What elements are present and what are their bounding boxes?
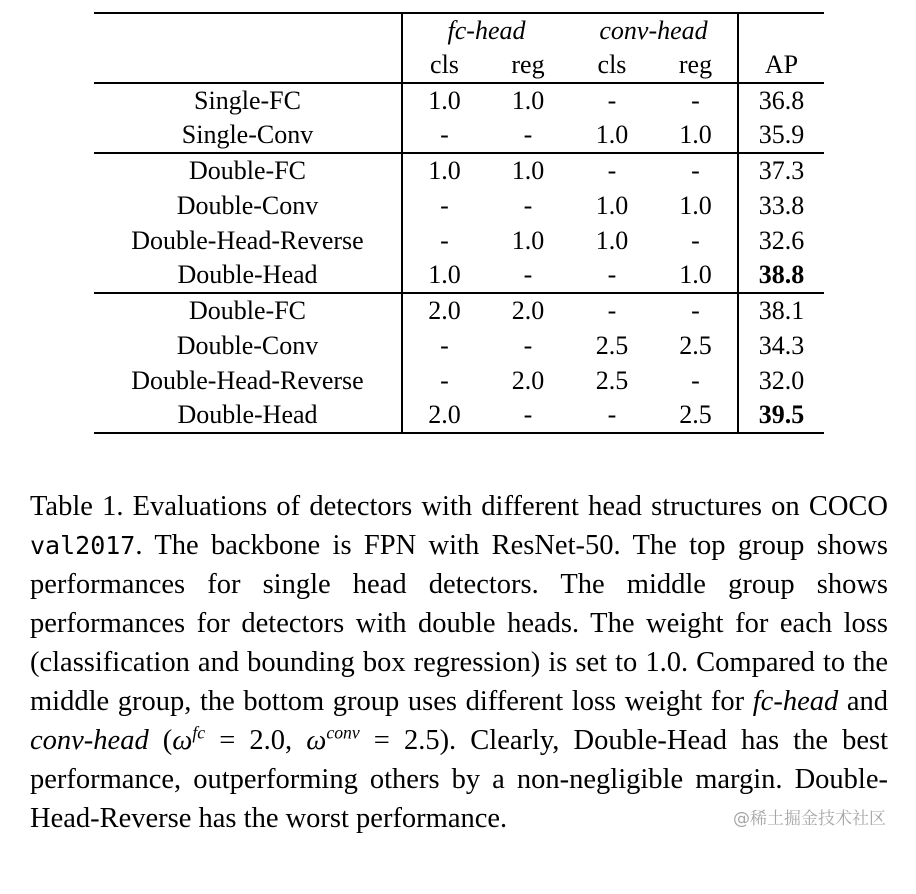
weight-cell: - <box>570 293 654 328</box>
weight-cell: - <box>523 120 533 149</box>
weight-cell: - <box>691 365 700 395</box>
weight-cell: 1.0 <box>511 86 545 115</box>
weight-cell: - <box>523 330 533 360</box>
caption-segment: val2017 <box>30 531 136 561</box>
ap-cell: 39.5 <box>738 398 824 433</box>
table-row <box>94 328 824 363</box>
ap-cell: 36.8 <box>738 83 824 118</box>
weight-cell: 2.5 <box>595 330 629 360</box>
caption-segment: = 2.5). Clearly, Double-Head has the best performance, outperforming others by a non-negligible margin. Double-Head-Reverse has the worst performance. <box>30 725 888 835</box>
watermark: @稀土掘金技术社区 <box>733 809 886 829</box>
row-label: Double-Conv <box>176 330 319 360</box>
weight-cell: 1.0 <box>402 83 486 118</box>
weight-cell: - <box>402 223 486 258</box>
col-header-fc-cls: cls <box>402 48 486 83</box>
weight-cell: 2.5 <box>595 365 629 395</box>
table-caption <box>30 487 888 838</box>
weight-cell: - <box>523 190 533 220</box>
row-label: Double-Head-Reverse <box>131 225 364 255</box>
empty-header-cell <box>94 13 402 48</box>
empty-header-cell-ap <box>738 13 824 48</box>
weight-cell: 2.0 <box>402 293 486 328</box>
table-row <box>94 258 824 293</box>
weight-cell: - <box>402 328 486 363</box>
weight-cell: - <box>402 188 486 223</box>
weight-cell: - <box>570 153 654 188</box>
weight-cell: 1.0 <box>486 153 570 188</box>
table-row <box>94 293 824 328</box>
weight-cell: 1.0 <box>511 225 545 255</box>
header-group-row <box>94 13 824 48</box>
weight-cell: - <box>523 260 533 289</box>
caption-segment: $\omega^{conv}$ <box>306 722 360 757</box>
table-row <box>94 398 824 433</box>
weight-cell: 2.5 <box>679 400 712 429</box>
weight-cell: - <box>402 363 486 398</box>
ap-cell: 34.3 <box>738 328 824 363</box>
col-header-conv-reg: reg <box>654 48 738 83</box>
weight-cell: - <box>607 86 617 115</box>
col-header-conv-cls: cls <box>570 48 654 83</box>
row-label: Double-FC <box>94 293 402 328</box>
row-label: Single-Conv <box>181 120 314 149</box>
ap-cell: 32.6 <box>738 223 824 258</box>
caption-segment: fc-head <box>752 686 839 718</box>
caption-segment: and <box>838 686 888 718</box>
weight-cell: 1.0 <box>679 260 712 289</box>
ap-cell: 38.8 <box>738 258 824 293</box>
table-row <box>94 188 824 223</box>
math-superscript: fc <box>192 722 206 743</box>
weight-cell: 2.0 <box>511 365 545 395</box>
table-row <box>94 153 824 188</box>
col-header-fc-reg: reg <box>486 48 570 83</box>
table-row <box>94 83 824 118</box>
row-label: Double-Head <box>177 260 318 289</box>
col-header-ap: AP <box>738 48 824 83</box>
table-row <box>94 118 824 153</box>
weight-cell: 2.5 <box>679 330 712 360</box>
ap-cell: 33.8 <box>738 188 824 223</box>
weight-cell: - <box>402 118 486 153</box>
row-label: Double-Head <box>177 400 318 429</box>
weight-cell: 1.0 <box>595 190 629 220</box>
weight-cell: 1.0 <box>595 120 629 149</box>
empty-header-cell <box>94 48 402 83</box>
weight-cell: 2.0 <box>486 293 570 328</box>
table-row <box>94 223 824 258</box>
weight-cell: - <box>607 400 617 429</box>
weight-cell: - <box>691 225 700 255</box>
table-row <box>94 363 824 398</box>
caption-segment: ( <box>148 725 173 757</box>
weight-cell: - <box>691 86 700 115</box>
weight-cell: - <box>523 400 533 429</box>
caption-segment: . The backbone is FPN with ResNet-50. The top group shows performances for single head detectors. The middle group shows performances for detectors with double heads. The weight for each loss (classification and bounding box regression) is set to 1.0. Compared to the middle group, the bottom group uses different loss weight for <box>30 530 888 718</box>
row-label: Double-Head-Reverse <box>131 365 364 395</box>
fc-head-group-header: fc-head <box>402 13 570 48</box>
caption-segment: conv-head <box>30 725 149 757</box>
ap-cell: 32.0 <box>738 363 824 398</box>
weight-cell: 1.0 <box>402 258 486 293</box>
ap-cell: 38.1 <box>738 293 824 328</box>
ap-cell: 35.9 <box>738 118 824 153</box>
results-table <box>94 12 824 434</box>
row-label: Double-Conv <box>176 190 319 220</box>
weight-cell: - <box>654 293 738 328</box>
caption-segment: = 2.0, <box>205 725 307 757</box>
caption-segment: Table 1. Evaluations of detectors with different head structures on COCO <box>30 491 888 522</box>
weight-cell: - <box>654 153 738 188</box>
caption-segment: $\omega^{fc}$ <box>172 722 206 757</box>
row-label: Single-FC <box>194 86 301 115</box>
row-label: Double-FC <box>94 153 402 188</box>
ap-cell: 37.3 <box>738 153 824 188</box>
table-body <box>94 83 824 433</box>
math-superscript: conv <box>326 722 360 743</box>
conv-head-group-header: conv-head <box>599 16 708 45</box>
weight-cell: 1.0 <box>595 225 629 255</box>
weight-cell: 1.0 <box>402 153 486 188</box>
weight-cell: 1.0 <box>679 190 712 220</box>
weight-cell: 1.0 <box>679 120 712 149</box>
weight-cell: - <box>607 260 617 289</box>
caption-text <box>30 491 888 834</box>
weight-cell: 2.0 <box>402 398 486 433</box>
header-sub-row <box>94 48 824 83</box>
